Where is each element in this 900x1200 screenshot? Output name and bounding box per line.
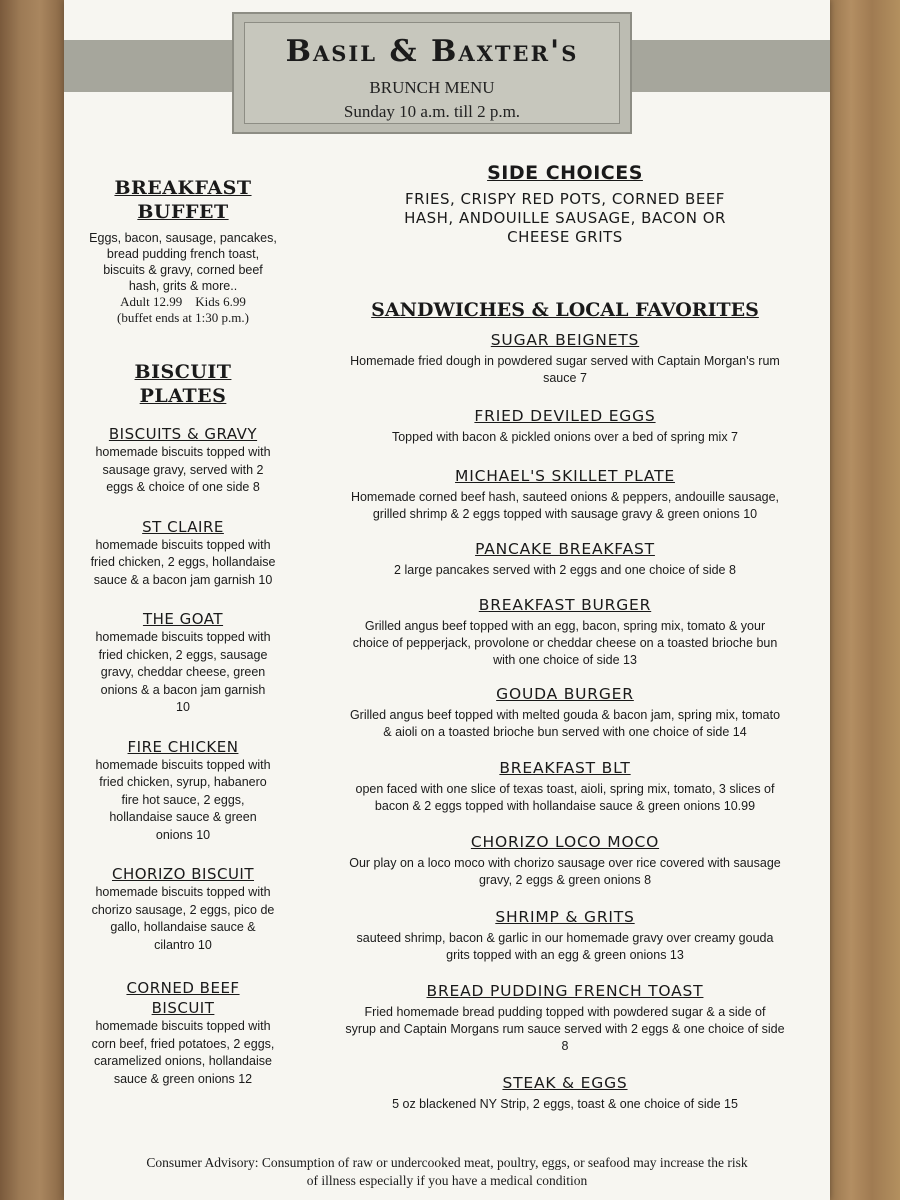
item-desc-line: bacon & 2 eggs topped with hollandaise sauce & green onions 10.99 xyxy=(374,799,756,813)
advisory-line: Consumer Advisory: Consumption of raw or undercooked meat, poultry, eggs, or seafood may increase the risk xyxy=(146,1155,748,1170)
buffet-heading-line1: BREAKFAST xyxy=(114,177,252,199)
buffet-heading xyxy=(78,176,288,224)
menu-item-the-goat xyxy=(78,609,288,717)
advisory-line: of illness especially if you have a medical condition xyxy=(306,1173,588,1188)
item-desc xyxy=(318,930,812,964)
item-desc-line: fried chicken, 2 eggs, hollandaise xyxy=(90,555,276,569)
item-desc xyxy=(318,489,812,523)
item-desc-line: Grilled angus beef topped with melted gouda & bacon jam, spring mix, tomato xyxy=(349,708,781,722)
buffet-section xyxy=(78,176,288,326)
item-desc xyxy=(318,353,812,387)
item-desc-line: caramelized onions, hollandaise xyxy=(94,1054,272,1068)
item-desc-line: Homemade fried dough in powdered sugar served with Captain Morgan's rum xyxy=(350,354,780,368)
item-desc xyxy=(318,781,812,815)
item-desc-line: Our play on a loco moco with chorizo sausage over rice covered with sausage xyxy=(349,856,781,870)
menu-item-gouda-burger xyxy=(318,684,812,741)
item-desc xyxy=(318,1004,812,1055)
item-name: CHORIZO BISCUIT xyxy=(111,865,255,883)
item-name: SUGAR BEIGNETS xyxy=(490,331,640,349)
buffet-desc-line: biscuits & gravy, corned beef xyxy=(103,263,263,277)
buffet-desc-line: Eggs, bacon, sausage, pancakes, xyxy=(89,231,277,245)
item-desc-line: homemade biscuits topped with xyxy=(95,630,271,644)
item-desc xyxy=(78,444,288,497)
sandwiches-heading: SANDWICHES & LOCAL FAVORITES xyxy=(371,299,759,321)
item-desc-line: syrup and Captain Morgans rum sauce served with 2 eggs & one choice of side xyxy=(345,1022,785,1036)
item-desc-line: sauce 7 xyxy=(543,371,587,385)
item-desc-line: Fried homemade bread pudding topped with powdered sugar & a side of xyxy=(364,1005,766,1019)
item-desc-line: Topped with bacon & pickled onions over a bed of spring mix 7 xyxy=(391,430,739,444)
menu-paper xyxy=(64,0,830,1200)
left-column xyxy=(78,176,288,1088)
biscuit-heading-line2: PLATES xyxy=(139,385,227,407)
menu-item-st-claire xyxy=(78,517,288,590)
item-desc-line: sauce & a bacon jam garnish 10 xyxy=(93,572,273,587)
item-name-line: BISCUIT xyxy=(151,999,215,1017)
restaurant-title: Basil & Baxter's xyxy=(285,34,579,69)
menu-item-breakfast-burger xyxy=(318,595,812,669)
item-desc-line: grilled shrimp & 2 eggs topped with sausage gravy & green onions 10 xyxy=(372,507,758,521)
item-desc-line: homemade biscuits topped with xyxy=(95,757,271,772)
item-desc xyxy=(78,537,288,590)
wood-background xyxy=(830,0,900,1200)
menu-item-pancake-breakfast xyxy=(318,539,812,579)
item-desc-line: onions 10 xyxy=(155,827,211,842)
buffet-price: Adult 12.99 Kids 6.99 xyxy=(120,294,246,309)
buffet-desc-line: bread pudding french toast, xyxy=(106,247,260,261)
menu-hours: Sunday 10 a.m. till 2 p.m. xyxy=(343,102,521,121)
item-name-line: CORNED BEEF xyxy=(126,979,240,997)
menu-item-shrimp-grits xyxy=(318,907,812,964)
menu-item-steak-eggs xyxy=(318,1073,812,1113)
item-desc-line: with one choice of side 13 xyxy=(493,653,637,667)
item-name: THE GOAT xyxy=(142,610,224,628)
item-desc-line: homemade biscuits topped with xyxy=(95,1019,271,1033)
item-name xyxy=(78,978,288,1018)
item-desc xyxy=(78,757,288,845)
item-name: GOUDA BURGER xyxy=(496,685,634,703)
item-desc-line: & aioli on a toasted brioche bun served with one choice of side 14 xyxy=(383,725,747,739)
buffet-heading-line2: BUFFET xyxy=(137,201,229,223)
item-name: FRIED DEVILED EGGS xyxy=(474,407,656,425)
item-desc-line: chorizo sausage, 2 eggs, pico de xyxy=(91,902,275,917)
item-name: ST CLAIRE xyxy=(142,517,224,536)
item-desc xyxy=(78,884,288,954)
menu-subtitle: BRUNCH MENU xyxy=(369,78,495,97)
item-name: BREAKFAST BLT xyxy=(499,759,631,777)
item-desc-line: Grilled angus beef topped with an egg, bacon, spring mix, tomato & your xyxy=(364,619,766,633)
item-desc-line: Homemade corned beef hash, sauteed onions & peppers, andouille sausage, xyxy=(350,490,780,504)
right-column xyxy=(318,162,812,321)
menu-item-breakfast-blt xyxy=(318,758,812,815)
menu-item-sugar-beignets xyxy=(318,330,812,387)
item-desc-line: 2 large pancakes served with 2 eggs and one choice of side 8 xyxy=(394,563,736,577)
item-desc-line: fried chicken, 2 eggs, sausage xyxy=(98,647,268,662)
item-desc-line: eggs & choice of one side 8 xyxy=(106,480,260,494)
item-name: FIRE CHICKEN xyxy=(127,737,239,756)
item-desc-line: grits topped with an egg & green onions 13 xyxy=(446,948,684,962)
side-choices-list xyxy=(318,190,812,247)
item-desc xyxy=(318,618,812,669)
item-desc-line: homemade biscuits topped with xyxy=(95,445,271,459)
biscuit-plates-heading xyxy=(78,360,288,408)
item-desc-line: hollandaise sauce & green xyxy=(109,810,257,824)
buffet-note: (buffet ends at 1:30 p.m.) xyxy=(117,310,249,325)
item-name: SHRIMP & GRITS xyxy=(495,908,635,926)
side-choices-heading: SIDE CHOICES xyxy=(487,162,643,184)
item-desc-line: homemade biscuits topped with xyxy=(95,885,271,899)
item-name: PANCAKE BREAKFAST xyxy=(475,540,655,558)
item-desc xyxy=(318,429,812,446)
side-choices-line: CHEESE GRITS xyxy=(507,228,623,246)
item-desc xyxy=(318,562,812,579)
item-name: MICHAEL'S SKILLET PLATE xyxy=(455,467,675,485)
item-desc-line: gallo, hollandaise sauce & xyxy=(110,920,256,934)
item-desc xyxy=(318,855,812,889)
menu-item-michaels-skillet xyxy=(318,466,812,523)
menu-item-corned-beef-biscuit xyxy=(78,978,288,1088)
item-desc-line: corn beef, fried potatoes, 2 eggs, xyxy=(91,1036,275,1051)
item-name: BISCUITS & GRAVY xyxy=(108,425,258,443)
side-choices-line: FRIES, CRISPY RED POTS, CORNED BEEF xyxy=(405,190,725,208)
item-desc-line: fried chicken, syrup, habanero xyxy=(99,775,267,789)
menu-item-chorizo-biscuit xyxy=(78,864,288,954)
header-box xyxy=(232,12,632,134)
item-desc-line: open faced with one slice of texas toast, aioli, spring mix, tomato, 3 slices of xyxy=(355,782,775,796)
item-desc-line: cilantro 10 xyxy=(154,937,212,952)
item-desc xyxy=(78,1018,288,1088)
item-desc-line: sauce & green onions 12 xyxy=(113,1071,253,1086)
item-desc-line: gravy, 2 eggs & green onions 8 xyxy=(478,873,652,887)
item-desc xyxy=(318,707,812,741)
side-choices-line: HASH, ANDOUILLE SAUSAGE, BACON OR xyxy=(404,209,726,227)
item-name: BREAKFAST BURGER xyxy=(478,596,652,614)
item-desc-line: sausage gravy, served with 2 xyxy=(102,462,264,477)
item-desc-line: gravy, cheddar cheese, green xyxy=(100,665,266,679)
item-desc-line: homemade biscuits topped with xyxy=(95,537,271,552)
item-desc-line: onions & a bacon jam garnish xyxy=(100,682,266,697)
menu-item-fire-chicken xyxy=(78,737,288,845)
item-name: CHORIZO LOCO MOCO xyxy=(470,833,660,851)
menu-item-chorizo-loco-moco xyxy=(318,832,812,889)
menu-item-bread-pudding-french-toast xyxy=(318,981,812,1055)
item-name: BREAD PUDDING FRENCH TOAST xyxy=(426,982,704,1000)
item-desc-line: 5 oz blackened NY Strip, 2 eggs, toast & one choice of side 15 xyxy=(392,1097,738,1111)
item-desc-line: fire hot sauce, 2 eggs, xyxy=(121,792,245,807)
item-name: STEAK & EGGS xyxy=(502,1074,628,1092)
menu-item-biscuits-gravy xyxy=(78,424,288,497)
item-desc-line: choice of pepperjack, provolone or cheddar cheese on a toasted brioche bun xyxy=(352,636,778,650)
consumer-advisory xyxy=(84,1154,810,1190)
item-desc-line: sauteed shrimp, bacon & garlic in our homemade gravy over creamy gouda xyxy=(356,931,774,945)
buffet-desc-line: hash, grits & more.. xyxy=(128,279,238,293)
biscuit-heading-line1: BISCUIT xyxy=(134,361,232,383)
item-desc xyxy=(78,629,288,717)
menu-item-fried-deviled-eggs xyxy=(318,406,812,446)
item-desc xyxy=(318,1096,812,1113)
item-desc-line: 8 xyxy=(561,1039,569,1053)
buffet-description xyxy=(78,230,288,294)
item-desc-line: 10 xyxy=(176,700,190,714)
